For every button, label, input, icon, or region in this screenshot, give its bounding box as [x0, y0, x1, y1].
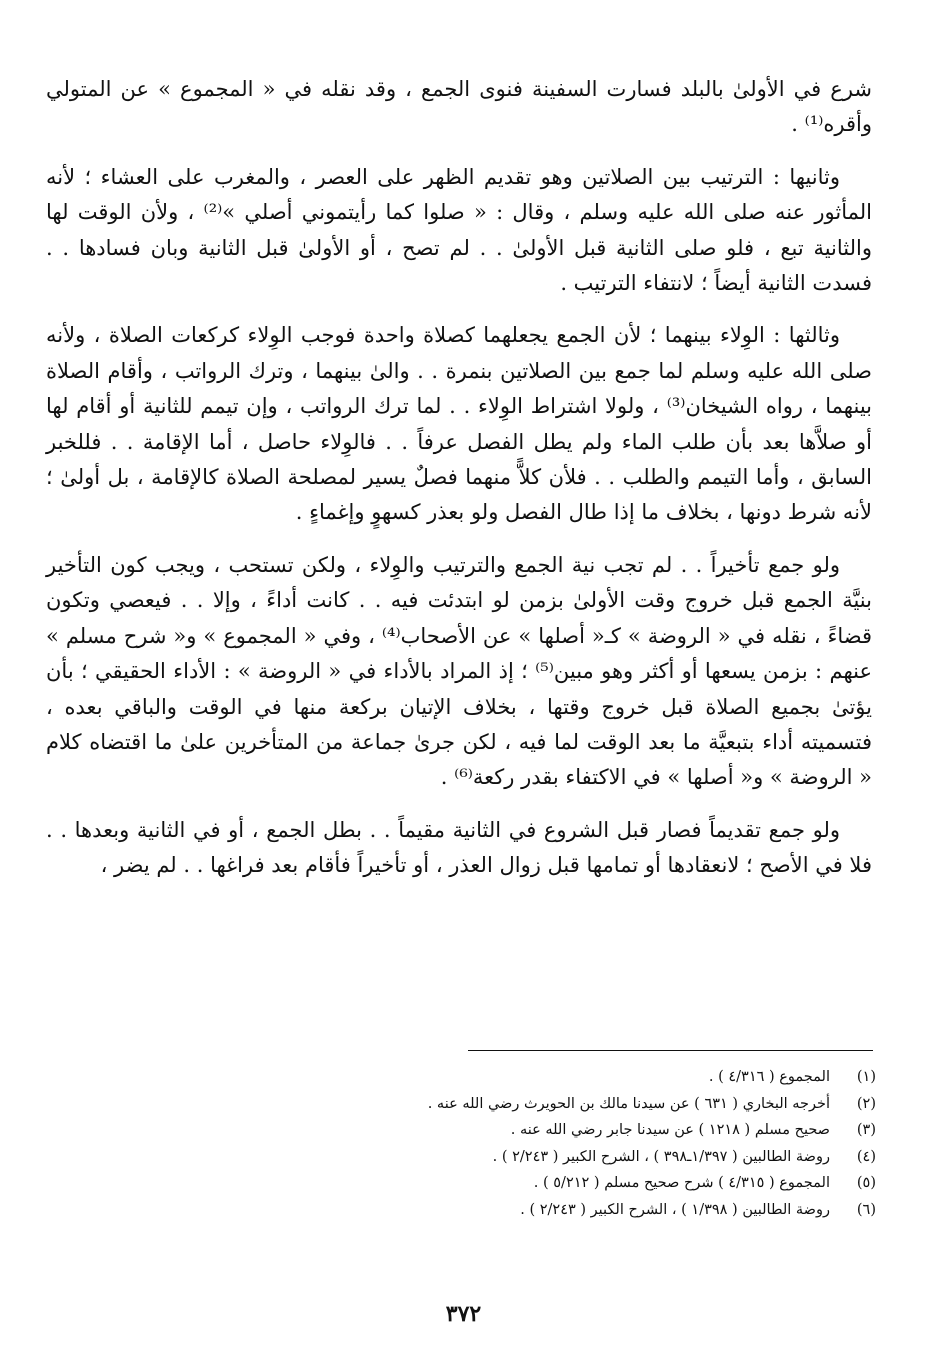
footnote-text: أخرجه البخاري ( ٦٣١ ) عن سيدنا مالك بن الحويرث رضي الله عنه .	[427, 1095, 830, 1112]
footnote-text: روضة الطالبين ( ١/٣٩٨ ) ، الشرح الكبير ( ٢/٢٤٣ ) .	[520, 1201, 830, 1218]
footnote-text: المجموع ( ٤/٣١٥ ) شرح صحيح مسلم ( ٥/٢١٢ ) .	[533, 1175, 830, 1191]
footnotes	[60, 1064, 876, 1223]
paragraph-1: شرع في الأولىٰ بالبلد فسارت السفينة فنوى الجمع ، وقد نقله في « المجموع » عن المتولي وأقره⁽¹⁾ .	[46, 77, 872, 137]
footnote-2	[60, 1091, 876, 1118]
footnote-text: صحيح مسلم ( ١٢١٨ ) عن سيدنا جابر رضي الله عنه .	[510, 1122, 830, 1138]
footnote-text: روضة الطالبين ( ١/٣٩٧ـ٣٩٨ ) ، الشرح الكبير ( ٢/٢٤٣ ) .	[492, 1148, 830, 1165]
paragraph-3: وثالثها : الوِلاء بينهما ؛ لأن الجمع يجعلهما كصلاة واحدة فوجب الوِلاء كركعات الصلاة ، ولأنه صلى الله عليه وسلم لما جمع بين الصلاتين بنمرة . . والىٰ بينهما ، وترك الرواتب ، وأقام الصلاة بينهما ، رواه الشيخان⁽³⁾ ، ولولا اشتراط الوِلاء . . لما ترك الرواتب ، وإن تيمم للثانية أو أقام لها أو صلاَّها بعد بأن طلب الماء ولم يطل الفصل عرفاً . . فالوِلاء حاصل ، أما الإقامة . . فللخبر السابق ، وأما التيمم والطلب . . فلأن كلاًّ منهما فصلٌ يسير لمصلحة الصلاة كالإقامة ، بل أولىٰ ؛ لأنه شرط دونها ، بخلاف ما إذا طال الفصل ولو بعذر كسهوٍ وإغماءٍ .	[46, 323, 873, 525]
paragraph-4: ولو جمع تأخيراً . . لم تجب نية الجمع والترتيب والوِلاء ، ولكن تستحب ، ويجب كون التأخير بنيَّة الجمع قبل خروج وقت الأولىٰ بزمن لو ابتدئت فيه . . كانت أداءً ، وإلا . . فيعصي وتكون قضاءً ، نقله في « الروضة » كـ« أصلها » عن الأصحاب⁽⁴⁾ ، وفي « المجموع » و« شرح مسلم » عنهم : بزمن يسعها أو أكثر وهو مبين⁽⁵⁾ ؛ إذ المراد بالأداء في « الروضة » : الأداء الحقيقي ؛ بأن يؤتىٰ بجميع الصلاة قبل خروج وقتها ، بخلاف الإتيان بركعة منها في الوقت والباقي بعده ، فتسميته أداء بتبعيَّة ما بعد الوقت لما فيه ، لكن جرىٰ جماعة من المتأخرين علىٰ ما اقتضاه كلام « الروضة » و« أصلها » في الاكتفاء بقدر ركعة⁽⁶⁾ .	[46, 552, 872, 790]
footnote-1	[60, 1064, 876, 1091]
footnote-5	[60, 1170, 876, 1197]
main-text	[46, 72, 872, 901]
page-number: ٣٧٢	[445, 1301, 482, 1327]
footnote-divider	[468, 1050, 873, 1051]
footnote-6	[60, 1197, 876, 1224]
footnote-number: (١)	[856, 1069, 876, 1085]
footnote-number: (٦)	[856, 1201, 876, 1218]
paragraph-2: وثانيها : الترتيب بين الصلاتين وهو تقديم الظهر على العصر ، والمغرب على العشاء ؛ لأنه المأثور عنه صلى الله عليه وسلم ، وقال : « صلوا كما رأيتموني أصلي »⁽²⁾ ، ولأن الوقت لها والثانية تبع ، فلو صلى الثانية قبل الأولىٰ . . لم تصح ، أو الأولىٰ قبل الثانية وبان فسادها . . فسدت الثانية أيضاً ؛ لانتفاء الترتيب .	[46, 164, 872, 296]
footnote-4	[60, 1144, 876, 1171]
paragraph-5: ولو جمع تقديماً فصار قبل الشروع في الثانية مقيماً . . بطل الجمع ، أو في الثانية وبعدها . . فلا في الأصح ؛ لانعقادها أو تمامها قبل زوال العذر ، أو تأخيراً فأقام بعد فراغها . . لم يضر ،	[46, 817, 872, 878]
footnote-number: (٥)	[856, 1175, 876, 1191]
footnote-number: (٢)	[856, 1095, 876, 1112]
footnote-3	[60, 1117, 876, 1144]
footnote-text: المجموع ( ٤/٣١٦ ) .	[708, 1069, 830, 1085]
footnote-number: (٤)	[856, 1148, 876, 1165]
footnote-number: (٣)	[856, 1122, 876, 1138]
